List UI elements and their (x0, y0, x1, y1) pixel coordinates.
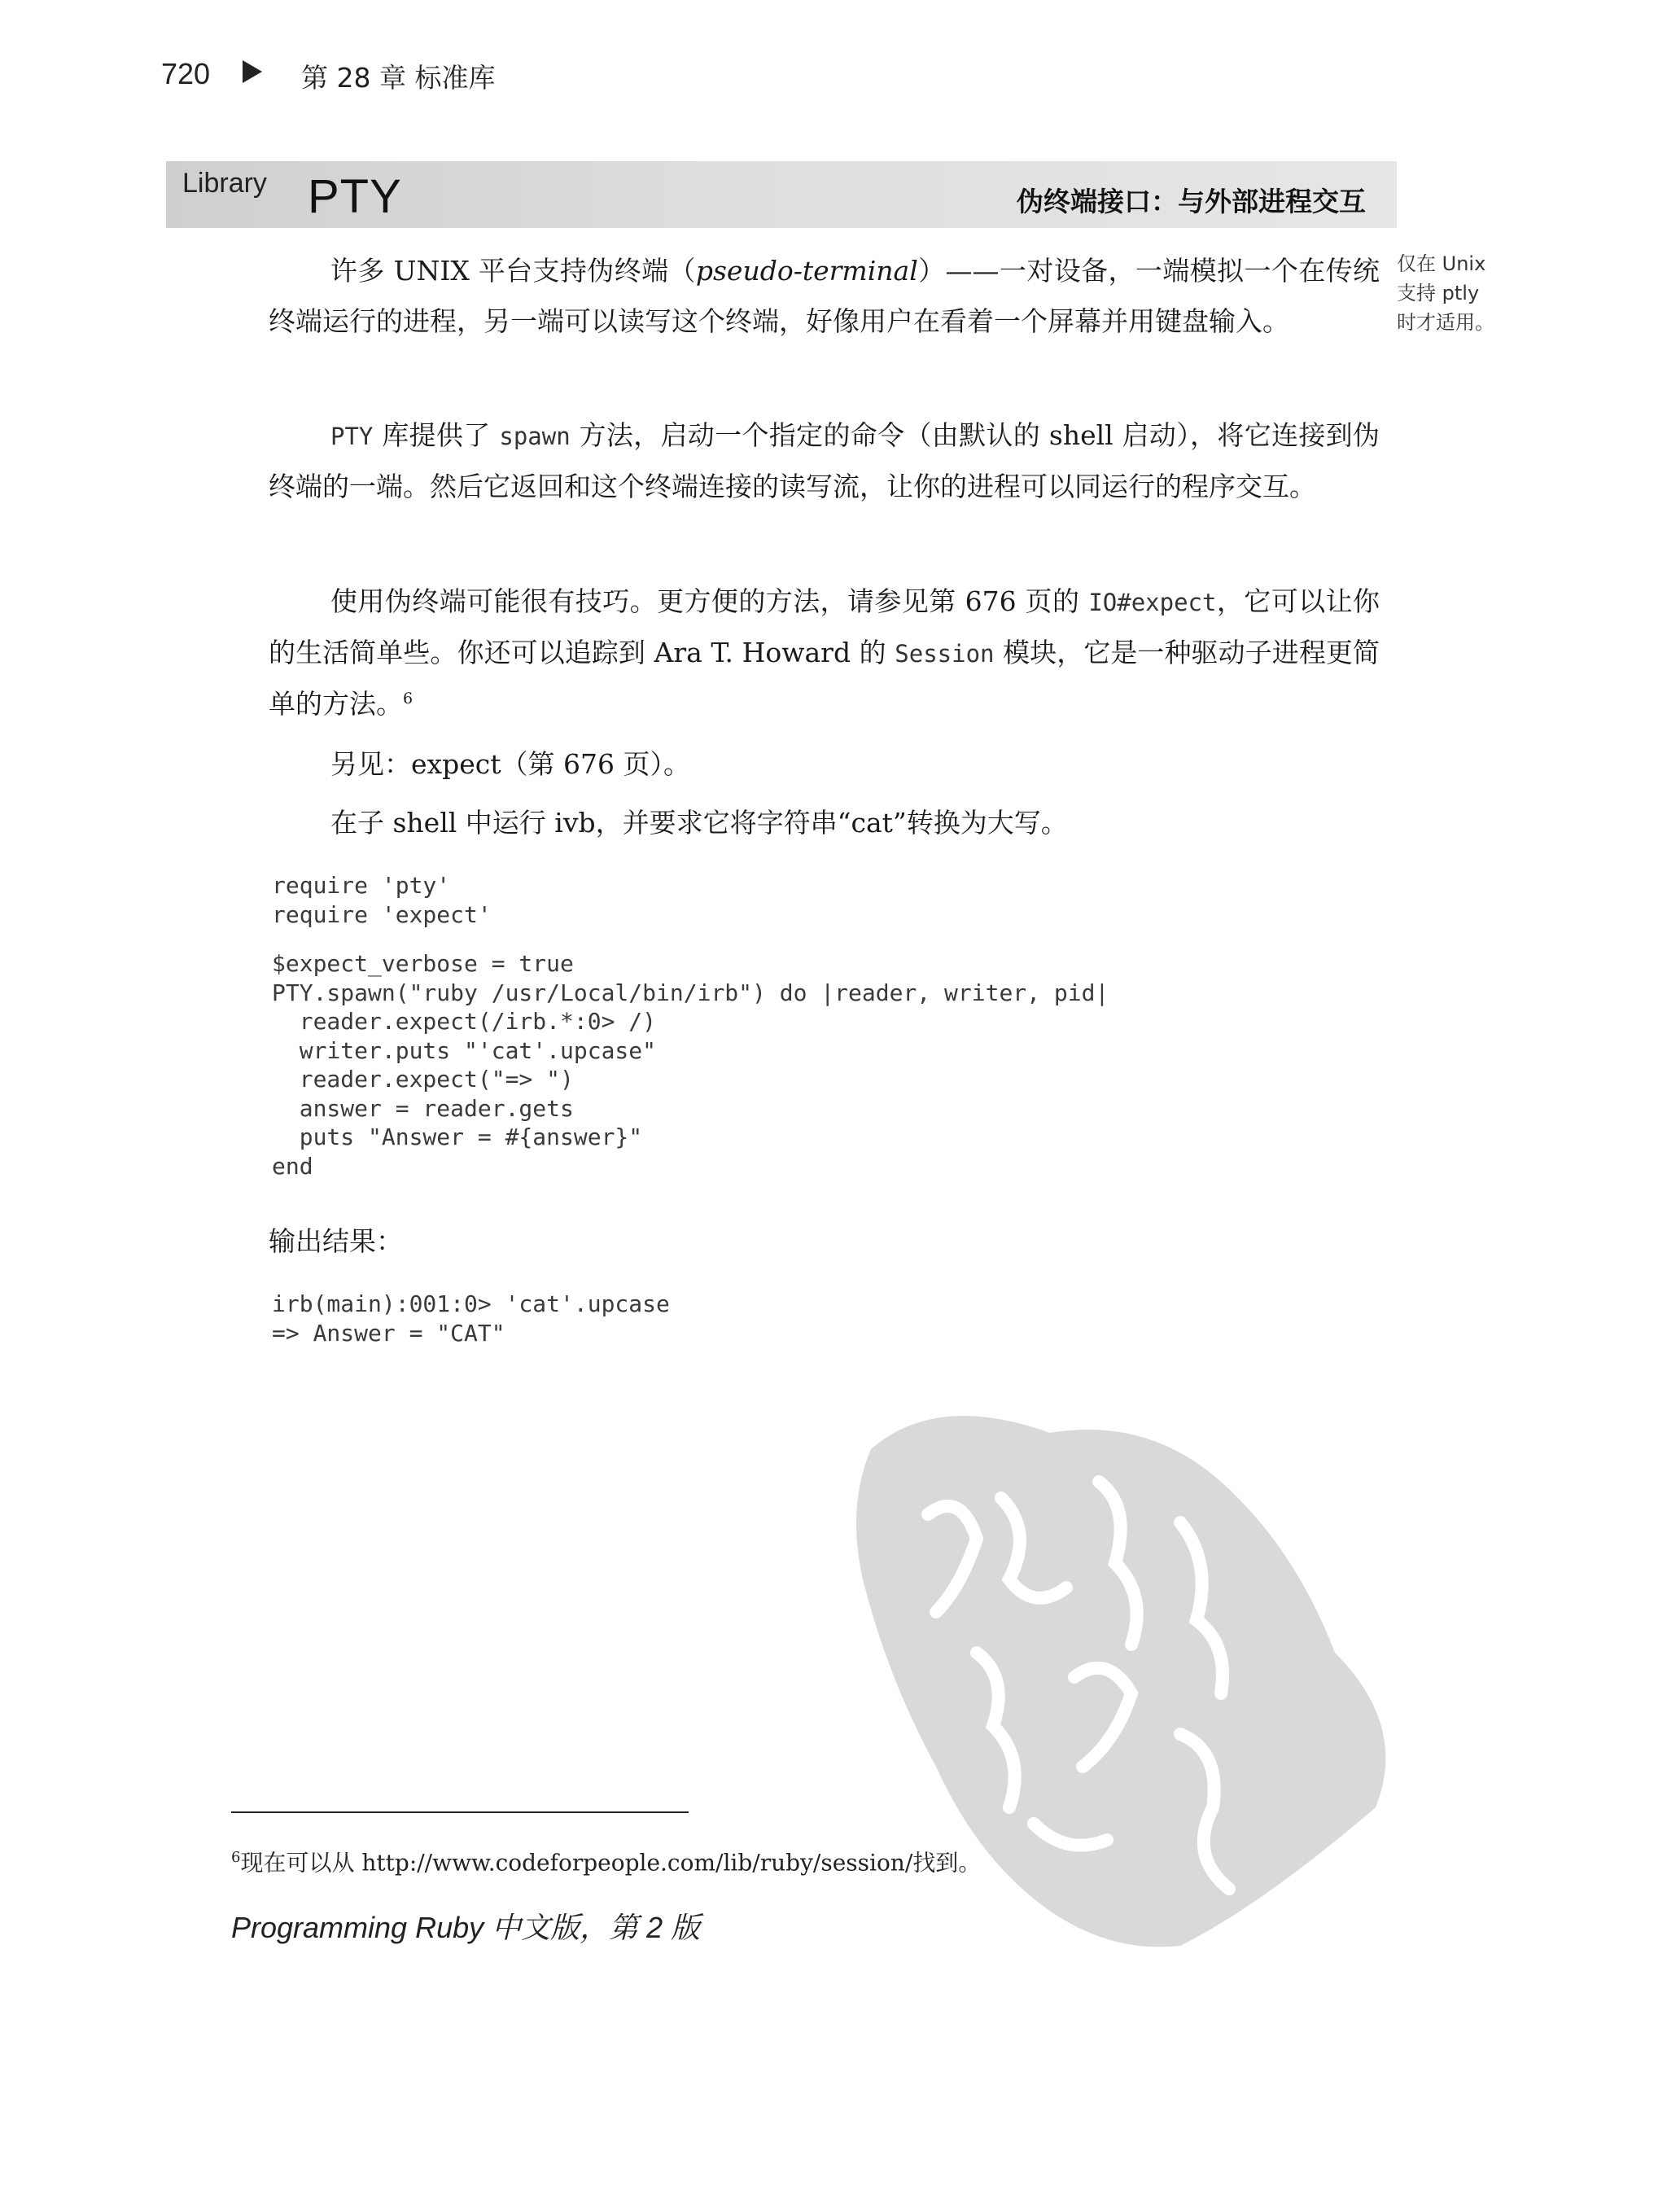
text: 许多 UNIX 平台支持伪终端（ (330, 255, 696, 287)
text: 库提供了 (373, 419, 500, 451)
inline-code: Session (895, 640, 995, 668)
footnote-ref: 6 (403, 690, 413, 707)
code-requires: require 'pty' require 'expect' (272, 872, 492, 928)
book-footer: Programming Ruby 中文版，第 2 版 (231, 1911, 701, 1944)
output-label: 输出结果： (269, 1225, 403, 1257)
text: ，它可以让你的生活简单些。你还可以追踪到 Ara T. Howard 的 (269, 585, 1380, 668)
page-number: 720 (161, 57, 211, 90)
header-arrow-icon (243, 60, 262, 83)
paragraph-see-also: 另见：expect（第 676 页）。 (330, 748, 691, 780)
paragraph-tips (269, 576, 1380, 729)
paragraph-example-intro: 在子 shell 中运行 ivb，并要求它将字符串“cat”转换为大写。 (330, 807, 1068, 839)
text: 模块，它是一种驱动子进程更简单的方法。 (269, 637, 1380, 720)
code-output: irb(main):001:0> 'cat'.upcase => Answer = "CAT" (272, 1290, 670, 1347)
margin-note-line: 支持 ptly (1397, 282, 1480, 304)
code-example: $expect_verbose = true PTY.spawn("ruby /usr/Local/bin/irb") do |reader, writer, pid| reader.expect(/irb.*:0> /) writer.puts "'cat'.upcase" reader.expect("=> ") answer = reader.gets puts "Answer = #{answer}" end (272, 950, 1109, 1180)
footnote-divider (231, 1811, 689, 1813)
chapter-title: 第 28 章 标准库 (301, 62, 496, 94)
italic-term: pseudo-terminal (695, 255, 918, 287)
margin-note (1397, 249, 1511, 337)
margin-note-line: 仅在 Unix (1397, 252, 1486, 275)
paragraph-intro (269, 246, 1380, 347)
text: 使用伪终端可能很有技巧。更方便的方法，请参见第 676 页的 (330, 585, 1089, 617)
text: ）——一对设备，一端模拟一个在传统终端运行的进程，另一端可以读写这个终端，好像用户在看着一个屏幕并用键盘输入。 (269, 255, 1380, 337)
inline-code: IO#expect (1088, 589, 1217, 616)
library-description: 伪终端接口：与外部进程交互 (1017, 186, 1366, 217)
footnote-number: 6 (231, 1849, 241, 1866)
footnote (231, 1842, 981, 1879)
text: 方法，启动一个指定的命令（由默认的 shell 启动），将它连接到伪终端的一端。然后它返回和这个终端连接的读写流，让你的进程可以同运行的程序交互。 (269, 419, 1380, 502)
paragraph-spawn (269, 410, 1380, 512)
inline-code: spawn (499, 423, 571, 450)
footnote-text: 现在可以从 http://www.codeforpeople.com/lib/ruby/session/找到。 (240, 1849, 982, 1877)
library-label: Library (182, 168, 267, 199)
library-name: PTY (308, 170, 402, 223)
margin-note-line: 时才适用。 (1397, 311, 1494, 334)
inline-code: PTY (330, 423, 374, 450)
